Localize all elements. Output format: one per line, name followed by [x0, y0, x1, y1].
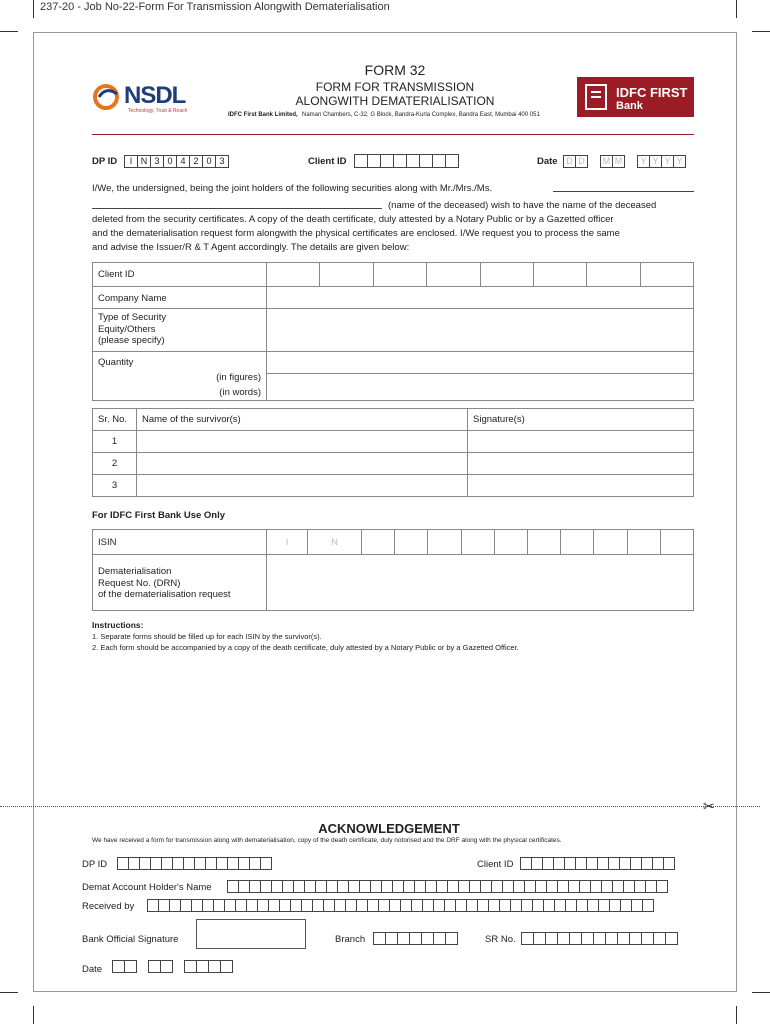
- quantity-text: Quantity: [98, 357, 134, 368]
- drn-line: of the dematerialisation request: [98, 589, 231, 600]
- in-words-label: (in words): [219, 387, 261, 398]
- isin-cell[interactable]: [561, 530, 594, 555]
- document-header: 237-20 - Job No-22-Form For Transmission Alongwith Dematerialisation: [40, 1, 390, 13]
- client-id-cell[interactable]: [354, 154, 368, 168]
- date-cell[interactable]: Y: [637, 155, 650, 168]
- client-id-cell[interactable]: [393, 154, 407, 168]
- isin-label: ISIN: [93, 530, 267, 555]
- isin-cell[interactable]: [528, 530, 561, 555]
- security-type-line: Equity/Others: [98, 323, 156, 335]
- security-type-line: Type of Security: [98, 312, 167, 323]
- crop-mark: [752, 992, 770, 993]
- company-name-input[interactable]: [267, 287, 694, 309]
- isin-cell[interactable]: [494, 530, 527, 555]
- crop-mark: [33, 1006, 34, 1024]
- ack-dp-id-label: DP ID: [82, 859, 108, 870]
- client-id-cell[interactable]: [320, 263, 373, 287]
- body-line4: and the dematerialisation request form alongwith the physical certificates are enclosed. I/We request you to process the same: [92, 228, 620, 239]
- quantity-label: [93, 352, 267, 401]
- body-line3: deleted from the security certificates. A copy of the death certificate, duly attested by a Notary Public or by a Gazetted officer: [92, 214, 614, 225]
- date-boxes[interactable]: [564, 155, 686, 168]
- bank-address: Naman Chambers, C-32, G Block, Bandra-Kurla Complex, Bandra East, Mumbai 400 051: [302, 112, 540, 118]
- sr-no-header: Sr. No.: [93, 409, 137, 431]
- dp-id-cell[interactable]: N: [137, 155, 151, 168]
- survivors-table: [92, 408, 694, 497]
- ack-client-id-label: Client ID: [477, 859, 514, 870]
- crop-mark: [752, 31, 770, 32]
- details-table: [92, 262, 694, 401]
- drn-input[interactable]: [267, 555, 694, 611]
- crop-mark: [0, 992, 18, 993]
- security-type-line: (please specify): [98, 335, 165, 346]
- client-id-cell[interactable]: [267, 263, 320, 287]
- ack-title: ACKNOWLEDGEMENT: [318, 821, 460, 836]
- dp-id-label: DP ID: [92, 156, 118, 167]
- client-id-boxes[interactable]: [355, 154, 459, 168]
- company-name-label: Company Name: [93, 287, 267, 309]
- drn-line: Request No. (DRN): [98, 577, 181, 589]
- survivor-name-header: Name of the survivor(s): [137, 409, 468, 431]
- survivor-signature-input[interactable]: [468, 431, 694, 453]
- drn-label: [93, 555, 267, 611]
- client-id-cell[interactable]: [419, 154, 433, 168]
- client-id-cell[interactable]: [373, 263, 426, 287]
- ack-sr-no-label: SR No.: [485, 934, 516, 945]
- ack-bank-signature-label: Bank Official Signature: [82, 934, 179, 945]
- idfc-logo-line1: IDFC FIRST: [616, 85, 688, 100]
- form-title-line1: FORM FOR TRANSMISSION: [315, 80, 475, 94]
- quantity-inputs[interactable]: [267, 352, 694, 401]
- deceased-name-line-2[interactable]: [92, 208, 382, 209]
- crop-mark: [736, 1006, 737, 1024]
- instruction-item: 1. Separate forms should be filled up for each ISIN by the survivor(s).: [92, 632, 322, 641]
- nsdl-logo-text: NSDL: [124, 82, 186, 109]
- dp-id-cell[interactable]: 4: [176, 155, 190, 168]
- isin-cell[interactable]: I: [267, 530, 308, 555]
- survivor-row-number: 3: [93, 475, 137, 497]
- deceased-name-line[interactable]: [553, 191, 694, 192]
- survivor-row-number: 1: [93, 431, 137, 453]
- ack-received-by-boxes[interactable]: [148, 899, 654, 912]
- date-cell[interactable]: D: [575, 155, 588, 168]
- quantity-figures-input[interactable]: [267, 352, 693, 374]
- isin-cell[interactable]: [660, 530, 693, 555]
- dp-id-cell[interactable]: 3: [150, 155, 164, 168]
- dp-id-boxes[interactable]: [125, 155, 229, 168]
- date-cell[interactable]: Y: [661, 155, 674, 168]
- survivor-name-input[interactable]: [137, 453, 468, 475]
- ack-date-boxes[interactable]: [113, 960, 233, 973]
- date-cell[interactable]: M: [612, 155, 625, 168]
- body-line2: (name of the deceased) wish to have the name of the deceased: [388, 200, 657, 211]
- security-type-input[interactable]: [267, 309, 694, 352]
- survivor-name-input[interactable]: [137, 475, 468, 497]
- date-cell[interactable]: Y: [649, 155, 662, 168]
- client-id-cell[interactable]: [587, 263, 640, 287]
- form-title-line2: ALONGWITH DEMATERIALISATION: [295, 94, 495, 108]
- survivor-row-number: 2: [93, 453, 137, 475]
- ack-text: We have received a form for transmission along with dematerialisation, copy of the death certificate, duly notorised and the DRF along with the physical certificates.: [92, 837, 562, 844]
- bank-name: IDFC First Bank Limited,: [228, 112, 298, 118]
- client-id-cell[interactable]: [640, 263, 693, 287]
- instructions-heading: Instructions:: [92, 620, 144, 630]
- body-line1: I/We, the undersigned, being the joint holders of the following securities along with Mr./Mrs./Ms.: [92, 183, 493, 194]
- signature-header: Signature(s): [468, 409, 694, 431]
- dp-id-cell[interactable]: 0: [202, 155, 216, 168]
- survivor-name-input[interactable]: [137, 431, 468, 453]
- idfc-logo-line2: Bank: [616, 100, 643, 112]
- isin-cell[interactable]: [428, 530, 461, 555]
- dp-id-cell[interactable]: 0: [163, 155, 177, 168]
- form-number: FORM 32: [364, 62, 426, 78]
- crop-mark: [0, 31, 18, 32]
- dp-id-cell[interactable]: 3: [215, 155, 229, 168]
- crop-mark: [736, 0, 737, 18]
- survivor-signature-input[interactable]: [468, 453, 694, 475]
- scissors-icon: ✂: [703, 798, 715, 814]
- ack-holder-name-boxes[interactable]: [228, 880, 668, 893]
- date-cell[interactable]: Y: [673, 155, 686, 168]
- client-id-cell[interactable]: [533, 263, 586, 287]
- bank-use-table: [92, 529, 694, 611]
- ack-client-id-boxes[interactable]: [521, 857, 675, 870]
- bank-use-heading: For IDFC First Bank Use Only: [92, 510, 226, 521]
- client-id-row-label: Client ID: [93, 263, 267, 287]
- ack-branch-label: Branch: [335, 934, 366, 945]
- ack-date-label: Date: [82, 964, 103, 975]
- dp-id-cell[interactable]: I: [124, 155, 138, 168]
- drn-line: Dematerialisation: [98, 566, 172, 577]
- isin-cell[interactable]: [594, 530, 627, 555]
- isin-cell[interactable]: [461, 530, 494, 555]
- in-figures-label: (in figures): [216, 372, 261, 383]
- body-line5: and advise the Issuer/R & T Agent accordingly. The details are given below:: [92, 242, 410, 253]
- instruction-item: 2. Each form should be accompanied by a copy of the death certificate, duly attested by a Notary Public or by a Gazetted Officer.: [92, 643, 519, 652]
- survivor-signature-input[interactable]: [468, 475, 694, 497]
- ack-holder-name-label: Demat Account Holder's Name: [82, 882, 212, 893]
- ack-sr-no-boxes[interactable]: [522, 932, 678, 945]
- isin-cell[interactable]: N: [308, 530, 362, 555]
- ack-signature-box[interactable]: [196, 919, 306, 949]
- client-id-cell[interactable]: [480, 263, 533, 287]
- client-id-label: Client ID: [308, 156, 347, 167]
- date-label: Date: [537, 156, 558, 167]
- client-id-cell[interactable]: [432, 154, 446, 168]
- date-cell[interactable]: D: [563, 155, 576, 168]
- ack-dp-id-boxes[interactable]: [118, 857, 272, 870]
- isin-cell[interactable]: [362, 530, 395, 555]
- ack-received-by-label: Received by: [82, 901, 135, 912]
- header-divider: [92, 134, 694, 135]
- date-cell[interactable]: M: [600, 155, 613, 168]
- client-id-cell[interactable]: [380, 154, 394, 168]
- security-type-label: [93, 309, 267, 352]
- client-id-cell[interactable]: [406, 154, 420, 168]
- ack-branch-boxes[interactable]: [374, 932, 458, 945]
- cut-line: [0, 806, 760, 807]
- isin-cell[interactable]: [627, 530, 660, 555]
- client-id-cell[interactable]: [427, 263, 480, 287]
- client-id-cell[interactable]: [367, 154, 381, 168]
- dp-id-cell[interactable]: 2: [189, 155, 203, 168]
- client-id-cell[interactable]: [445, 154, 459, 168]
- nsdl-tagline: Technology, Trust & Reach: [128, 108, 188, 114]
- crop-mark: [33, 0, 34, 18]
- isin-cell[interactable]: [395, 530, 428, 555]
